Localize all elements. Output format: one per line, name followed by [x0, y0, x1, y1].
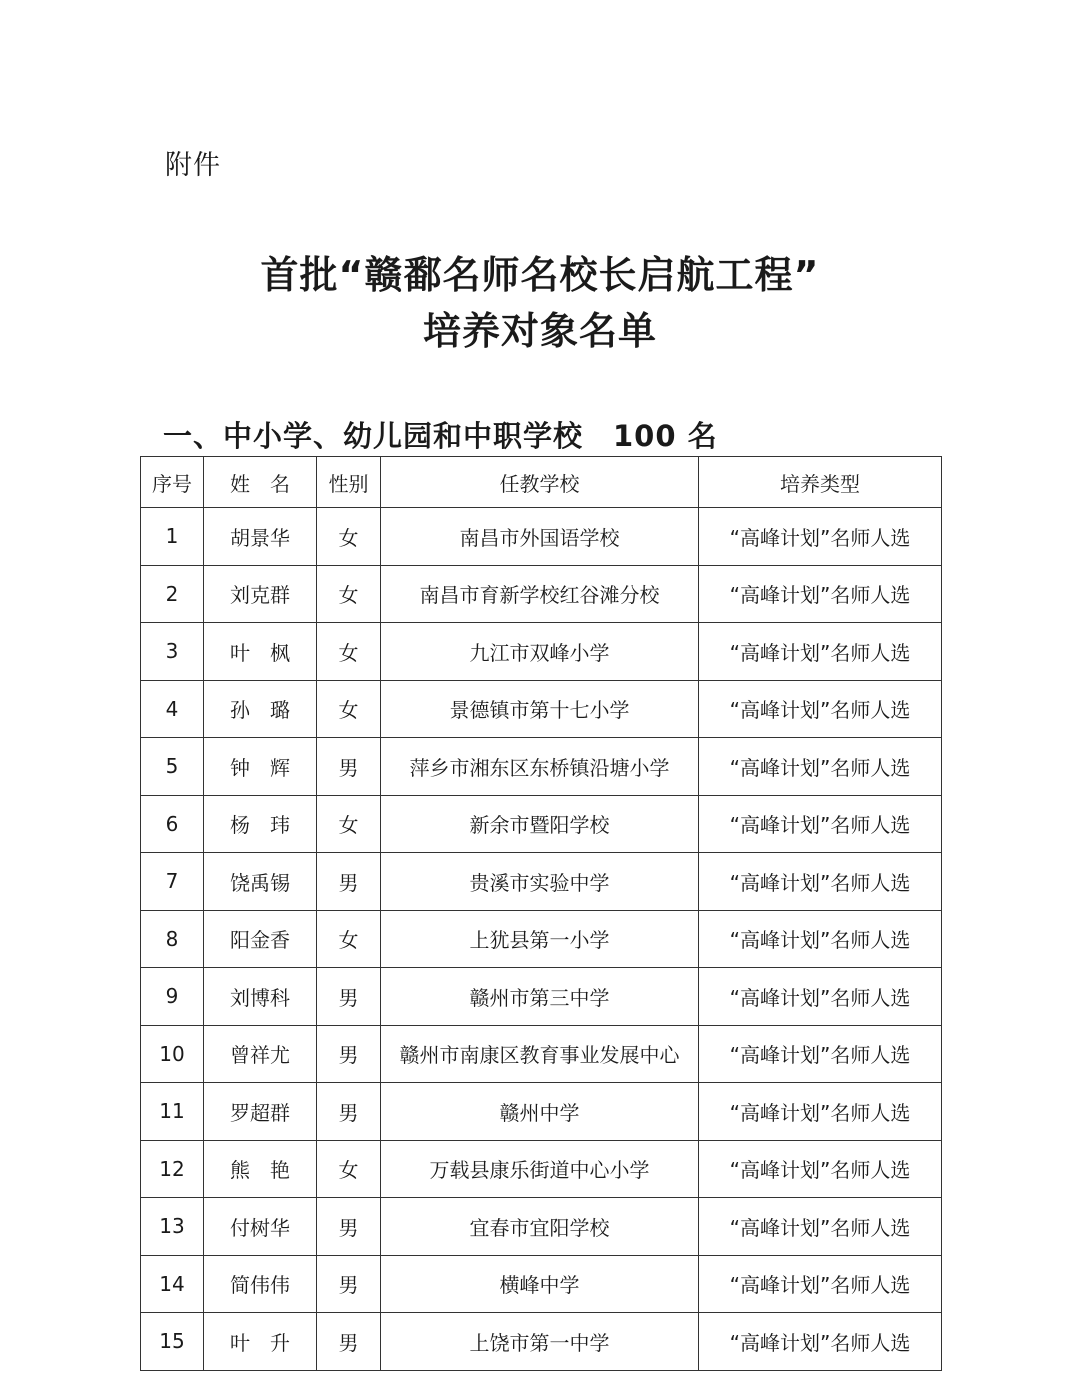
cell-gender: 男: [317, 1313, 381, 1371]
cell-name: 胡景华: [204, 508, 317, 566]
cell-school: 赣州市第三中学: [381, 968, 699, 1026]
cell-training-type: “高峰计划”名师人选: [699, 795, 942, 853]
cell-index: 4: [141, 680, 204, 738]
cell-gender: 女: [317, 565, 381, 623]
cell-training-type: “高峰计划”名师人选: [699, 1083, 942, 1141]
cell-school: 景德镇市第十七小学: [381, 680, 699, 738]
table-row: [141, 1140, 942, 1198]
cell-training-type: “高峰计划”名师人选: [699, 1140, 942, 1198]
cell-name: 叶 枫: [204, 623, 317, 681]
cell-gender: 男: [317, 968, 381, 1026]
cell-name: 罗超群: [204, 1083, 317, 1141]
cell-school: 南昌市育新学校红谷滩分校: [381, 565, 699, 623]
table-row: [141, 680, 942, 738]
cell-school: 上犹县第一小学: [381, 910, 699, 968]
roster-table: [140, 456, 942, 1371]
cell-index: 6: [141, 795, 204, 853]
cell-name: 孙 璐: [204, 680, 317, 738]
cell-training-type: “高峰计划”名师人选: [699, 565, 942, 623]
table-row: [141, 910, 942, 968]
cell-gender: 女: [317, 1140, 381, 1198]
cell-gender: 女: [317, 680, 381, 738]
header-index: 序号: [141, 457, 204, 508]
cell-index: 13: [141, 1198, 204, 1256]
cell-index: 5: [141, 738, 204, 796]
cell-school: 新余市暨阳学校: [381, 795, 699, 853]
table-row: [141, 1198, 942, 1256]
cell-name: 叶 升: [204, 1313, 317, 1371]
cell-name: 付树华: [204, 1198, 317, 1256]
cell-index: 3: [141, 623, 204, 681]
table-row: [141, 738, 942, 796]
cell-gender: 男: [317, 738, 381, 796]
document-title-line-1: 首批“赣鄱名师名校长启航工程”: [260, 253, 820, 297]
header-school: 任教学校: [381, 457, 699, 508]
cell-training-type: “高峰计划”名师人选: [699, 968, 942, 1026]
table-row: [141, 1025, 942, 1083]
cell-index: 15: [141, 1313, 204, 1371]
cell-school: 南昌市外国语学校: [381, 508, 699, 566]
cell-gender: 男: [317, 1083, 381, 1141]
cell-gender: 男: [317, 1198, 381, 1256]
cell-name: 曾祥尤: [204, 1025, 317, 1083]
cell-name: 简伟伟: [204, 1255, 317, 1313]
cell-school: 横峰中学: [381, 1255, 699, 1313]
roster-table-body: [141, 508, 942, 1371]
cell-training-type: “高峰计划”名师人选: [699, 853, 942, 911]
table-row: [141, 508, 942, 566]
cell-name: 刘博科: [204, 968, 317, 1026]
cell-index: 11: [141, 1083, 204, 1141]
document-title-line-2: 培养对象名单: [422, 309, 657, 353]
cell-index: 1: [141, 508, 204, 566]
cell-name: 钟 辉: [204, 738, 317, 796]
cell-index: 2: [141, 565, 204, 623]
cell-gender: 女: [317, 910, 381, 968]
cell-training-type: “高峰计划”名师人选: [699, 1198, 942, 1256]
cell-school: 上饶市第一中学: [381, 1313, 699, 1371]
cell-gender: 女: [317, 623, 381, 681]
cell-training-type: “高峰计划”名师人选: [699, 508, 942, 566]
cell-name: 刘克群: [204, 565, 317, 623]
cell-training-type: “高峰计划”名师人选: [699, 738, 942, 796]
cell-school: 萍乡市湘东区东桥镇沿塘小学: [381, 738, 699, 796]
cell-name: 阳金香: [204, 910, 317, 968]
cell-index: 7: [141, 853, 204, 911]
cell-name: 饶禹锡: [204, 853, 317, 911]
cell-name: 熊 艳: [204, 1140, 317, 1198]
cell-index: 8: [141, 910, 204, 968]
cell-index: 12: [141, 1140, 204, 1198]
cell-gender: 男: [317, 853, 381, 911]
cell-gender: 男: [317, 1255, 381, 1313]
cell-name: 杨 玮: [204, 795, 317, 853]
cell-training-type: “高峰计划”名师人选: [699, 680, 942, 738]
header-gender: 性别: [317, 457, 381, 508]
cell-school: 宜春市宜阳学校: [381, 1198, 699, 1256]
cell-school: 赣州市南康区教育事业发展中心: [381, 1025, 699, 1083]
cell-gender: 女: [317, 508, 381, 566]
cell-training-type: “高峰计划”名师人选: [699, 910, 942, 968]
cell-school: 九江市双峰小学: [381, 623, 699, 681]
table-row: [141, 623, 942, 681]
cell-school: 赣州中学: [381, 1083, 699, 1141]
cell-index: 10: [141, 1025, 204, 1083]
cell-training-type: “高峰计划”名师人选: [699, 1025, 942, 1083]
cell-index: 9: [141, 968, 204, 1026]
table-row: [141, 1083, 942, 1141]
section-heading: 一、中小学、幼儿园和中职学校 100 名: [163, 419, 718, 453]
table-row: [141, 795, 942, 853]
cell-school: 万载县康乐街道中心小学: [381, 1140, 699, 1198]
header-name: 姓 名: [204, 457, 317, 508]
cell-gender: 男: [317, 1025, 381, 1083]
cell-training-type: “高峰计划”名师人选: [699, 623, 942, 681]
table-header-row: [141, 457, 942, 508]
table-row: [141, 853, 942, 911]
header-training-type: 培养类型: [699, 457, 942, 508]
table-row: [141, 565, 942, 623]
cell-training-type: “高峰计划”名师人选: [699, 1313, 942, 1371]
table-row: [141, 1255, 942, 1313]
cell-training-type: “高峰计划”名师人选: [699, 1255, 942, 1313]
cell-school: 贵溪市实验中学: [381, 853, 699, 911]
cell-index: 14: [141, 1255, 204, 1313]
attachment-label: 附件: [165, 150, 221, 181]
cell-gender: 女: [317, 795, 381, 853]
table-row: [141, 968, 942, 1026]
table-row: [141, 1313, 942, 1371]
